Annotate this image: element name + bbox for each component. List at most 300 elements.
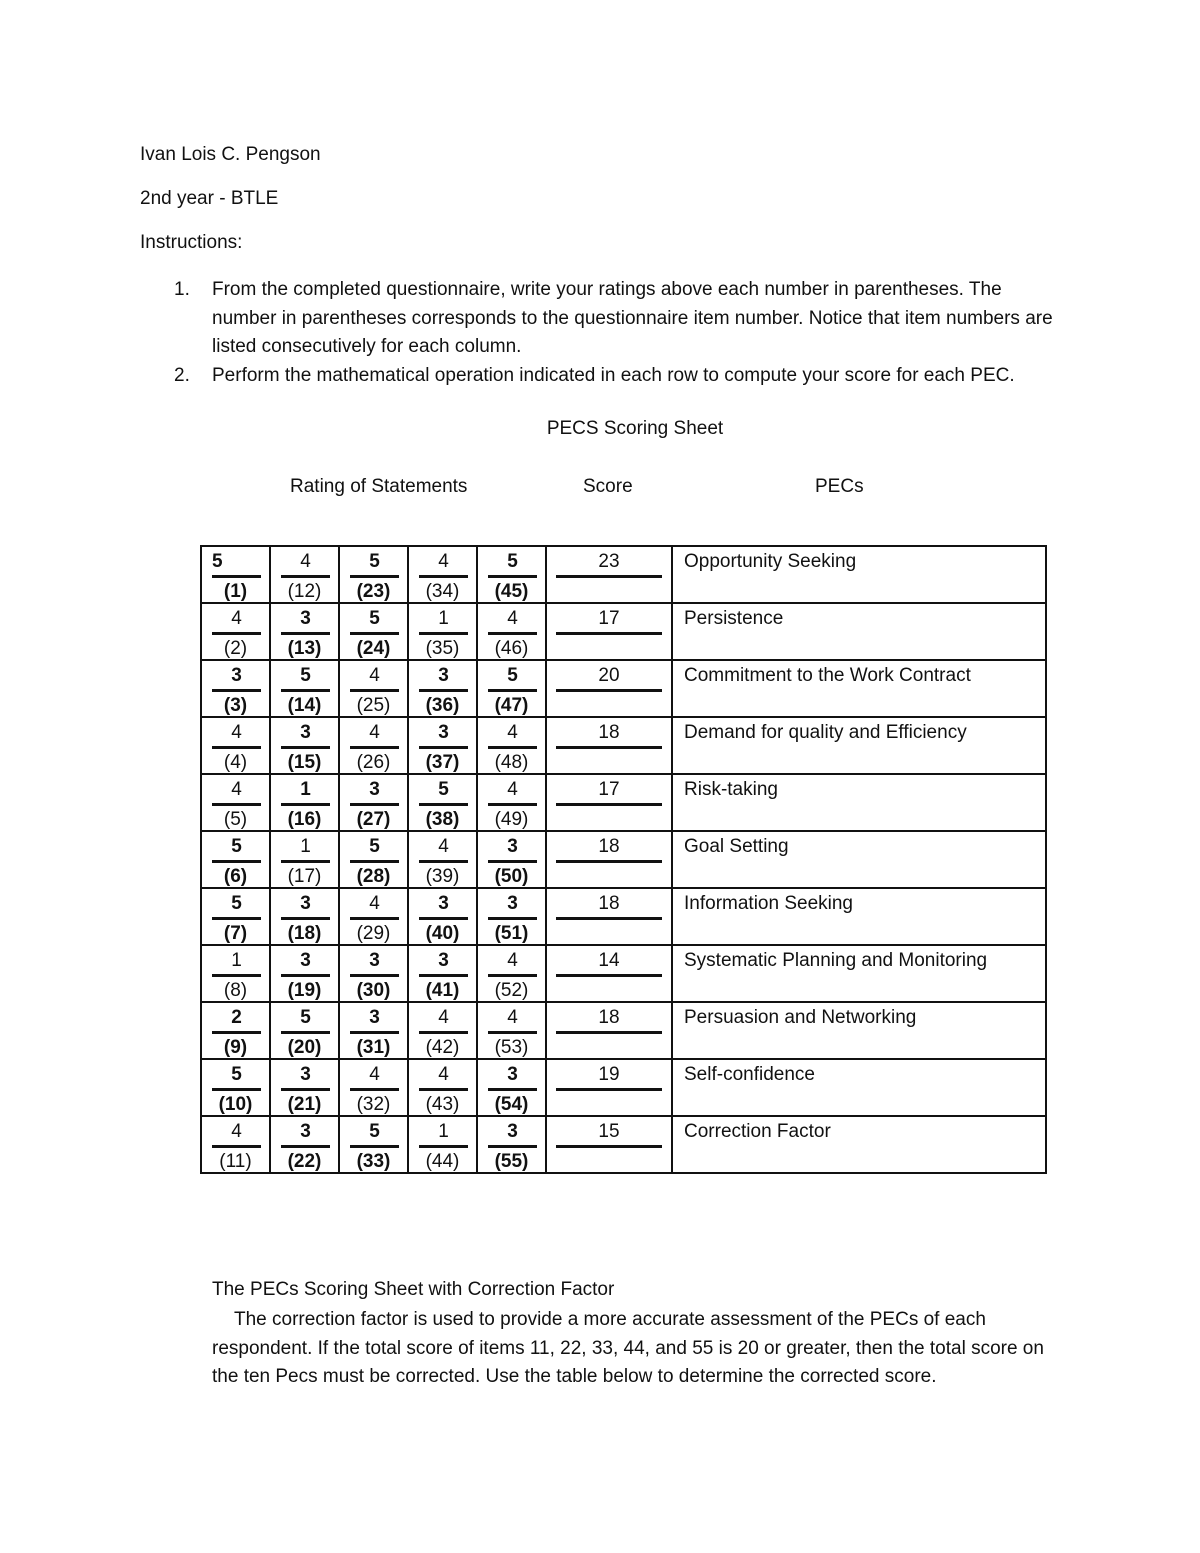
rating-cell [477, 888, 546, 945]
score-underline [556, 632, 662, 635]
sheet-title: PECS Scoring Sheet [546, 418, 724, 439]
rating-value: 4 [438, 836, 449, 857]
item-number: (39) [425, 866, 460, 887]
rating-cell [408, 945, 477, 1002]
pec-name: Persistence [684, 608, 784, 629]
rating-cell [201, 717, 270, 774]
item-number: (45) [494, 581, 529, 602]
rating-cell [201, 945, 270, 1002]
item-number: (10) [218, 1094, 253, 1115]
item-number: (44) [425, 1151, 460, 1172]
rating-cell [408, 603, 477, 660]
score-value: 17 [598, 608, 620, 629]
instruction-text: From the completed questionnaire, write your ratings above each number in parentheses. The number in parentheses corresponds to the questionnaire item number. Notice that item numbers are listed consecutively for each column. [212, 279, 1053, 357]
rating-cell [270, 1059, 339, 1116]
rating-value: 5 [369, 608, 380, 629]
item-number: (20) [287, 1037, 322, 1058]
instructions-label: Instructions: [140, 232, 243, 253]
rating-underline [350, 917, 399, 920]
score-value: 18 [598, 893, 620, 914]
rating-underline [281, 803, 330, 806]
pec-cell [672, 831, 1046, 888]
rating-value: 4 [231, 608, 242, 629]
score-row [201, 831, 1046, 888]
rating-value: 3 [438, 950, 449, 971]
item-number: (28) [356, 866, 391, 887]
rating-underline [212, 974, 261, 977]
item-number: (36) [425, 695, 460, 716]
rating-underline [350, 746, 399, 749]
rating-value: 1 [300, 779, 311, 800]
rating-cell [339, 603, 408, 660]
item-number: (21) [287, 1094, 322, 1115]
rating-underline [212, 917, 261, 920]
rating-cell [477, 1002, 546, 1059]
pec-name: Systematic Planning and Monitoring [684, 950, 988, 971]
correction-paragraph: The correction factor is used to provide a more accurate assessment of the PECs of each respondent. If the total score of items 11, 22, 33, 44, and 55 is 20 or greater, then the total score on the ten Pecs must be corrected. Use the table below to determine the corrected score. [212, 1309, 1044, 1387]
rating-value: 5 [231, 1064, 242, 1085]
rating-value: 3 [300, 608, 311, 629]
item-number: (34) [425, 581, 460, 602]
item-number: (19) [287, 980, 322, 1001]
rating-cell [339, 831, 408, 888]
rating-cell [339, 888, 408, 945]
score-row [201, 1002, 1046, 1059]
rating-underline [419, 1145, 468, 1148]
score-row [201, 1059, 1046, 1116]
rating-underline [350, 974, 399, 977]
item-number: (5) [223, 809, 248, 830]
item-number: (54) [494, 1094, 529, 1115]
rating-underline [419, 1031, 468, 1034]
rating-value: 5 [369, 551, 380, 572]
rating-cell [408, 1002, 477, 1059]
instructions-list [140, 276, 1070, 390]
rating-cell [339, 945, 408, 1002]
rating-underline [350, 1031, 399, 1034]
rating-cell [201, 888, 270, 945]
score-underline [556, 1088, 662, 1091]
item-number: (43) [425, 1094, 460, 1115]
rating-underline [212, 803, 261, 806]
item-number: (38) [425, 809, 460, 830]
rating-underline [350, 632, 399, 635]
score-row [201, 660, 1046, 717]
rating-cell [270, 717, 339, 774]
rating-cell [339, 717, 408, 774]
item-number: (25) [356, 695, 391, 716]
item-number: (51) [494, 923, 529, 944]
rating-underline [212, 1145, 261, 1148]
rating-cell [201, 831, 270, 888]
rating-value: 5 [300, 665, 311, 686]
item-number: (13) [287, 638, 322, 659]
score-cell [546, 1002, 672, 1059]
item-number: (15) [287, 752, 322, 773]
score-cell [546, 888, 672, 945]
rating-underline [488, 689, 537, 692]
instruction-item [140, 362, 1070, 391]
rating-underline [419, 917, 468, 920]
score-underline [556, 803, 662, 806]
score-value: 18 [598, 1007, 620, 1028]
rating-underline [350, 1088, 399, 1091]
rating-cell [270, 774, 339, 831]
rating-value: 3 [369, 1007, 380, 1028]
rating-cell [270, 888, 339, 945]
pec-cell [672, 774, 1046, 831]
pec-cell [672, 717, 1046, 774]
item-number: (12) [287, 581, 322, 602]
header-rating: Rating of Statements [290, 476, 468, 497]
item-number: (1) [223, 581, 248, 602]
rating-underline [488, 1145, 537, 1148]
item-number: (30) [356, 980, 391, 1001]
rating-underline [281, 575, 330, 578]
rating-value: 5 [369, 836, 380, 857]
student-year: 2nd year - BTLE [140, 188, 279, 209]
rating-value: 3 [300, 893, 311, 914]
rating-value: 4 [369, 893, 380, 914]
rating-cell [408, 1059, 477, 1116]
rating-underline [488, 1031, 537, 1034]
rating-cell [270, 546, 339, 603]
score-underline [556, 689, 662, 692]
rating-cell [477, 717, 546, 774]
item-number: (35) [425, 638, 460, 659]
rating-value: 4 [507, 608, 518, 629]
score-row [201, 603, 1046, 660]
score-cell [546, 660, 672, 717]
item-number: (37) [425, 752, 460, 773]
rating-cell [270, 945, 339, 1002]
rating-value: 4 [231, 1121, 242, 1142]
rating-value: 1 [231, 950, 242, 971]
rating-cell [201, 546, 270, 603]
score-value: 18 [598, 836, 620, 857]
rating-value: 4 [231, 722, 242, 743]
rating-value: 5 [507, 551, 518, 572]
rating-underline [419, 632, 468, 635]
rating-value: 3 [507, 1064, 518, 1085]
rating-cell [201, 660, 270, 717]
rating-underline [281, 632, 330, 635]
item-number: (50) [494, 866, 529, 887]
score-cell [546, 945, 672, 1002]
score-row [201, 945, 1046, 1002]
item-number: (24) [356, 638, 391, 659]
rating-cell [201, 1002, 270, 1059]
rating-cell [339, 1002, 408, 1059]
rating-underline [212, 689, 261, 692]
score-value: 20 [598, 665, 620, 686]
score-value: 23 [598, 551, 620, 572]
item-number: (48) [494, 752, 529, 773]
score-value: 15 [598, 1121, 620, 1142]
rating-underline [281, 689, 330, 692]
rating-value: 3 [438, 665, 449, 686]
rating-cell [201, 603, 270, 660]
item-number: (8) [223, 980, 248, 1001]
rating-cell [408, 660, 477, 717]
score-underline [556, 974, 662, 977]
rating-value: 5 [507, 665, 518, 686]
rating-cell [477, 660, 546, 717]
pec-cell [672, 660, 1046, 717]
pecs-scoring-table [200, 545, 1047, 1174]
item-number: (52) [494, 980, 529, 1001]
rating-cell [477, 945, 546, 1002]
rating-cell [408, 717, 477, 774]
student-name: Ivan Lois C. Pengson [140, 144, 321, 165]
item-number: (40) [425, 923, 460, 944]
item-number: (41) [425, 980, 460, 1001]
instruction-number: 1. [174, 279, 190, 300]
score-cell [546, 717, 672, 774]
rating-underline [488, 803, 537, 806]
score-underline [556, 1145, 662, 1148]
rating-value: 1 [300, 836, 311, 857]
rating-value: 1 [438, 1121, 449, 1142]
rating-cell [477, 1116, 546, 1173]
item-number: (22) [287, 1151, 322, 1172]
rating-cell [201, 1059, 270, 1116]
item-number: (9) [223, 1037, 248, 1058]
rating-value: 5 [231, 836, 242, 857]
rating-underline [281, 974, 330, 977]
item-number: (7) [223, 923, 248, 944]
rating-underline [281, 1031, 330, 1034]
item-number: (4) [223, 752, 248, 773]
rating-value: 4 [438, 1064, 449, 1085]
pec-name: Self-confidence [684, 1064, 815, 1085]
rating-cell [408, 1116, 477, 1173]
rating-underline [281, 746, 330, 749]
rating-underline [488, 860, 537, 863]
item-number: (53) [494, 1037, 529, 1058]
rating-value: 3 [300, 722, 311, 743]
item-number: (42) [425, 1037, 460, 1058]
pec-name: Commitment to the Work Contract [684, 665, 971, 686]
rating-value: 1 [438, 608, 449, 629]
pec-name: Opportunity Seeking [684, 551, 857, 572]
rating-cell [339, 546, 408, 603]
item-number: (3) [223, 695, 248, 716]
rating-value: 3 [507, 893, 518, 914]
rating-cell [477, 1059, 546, 1116]
rating-cell [477, 603, 546, 660]
rating-underline [488, 974, 537, 977]
item-number: (2) [223, 638, 248, 659]
rating-underline [419, 974, 468, 977]
item-number: (6) [223, 866, 248, 887]
rating-cell [477, 774, 546, 831]
rating-underline [350, 689, 399, 692]
item-number: (18) [287, 923, 322, 944]
rating-cell [201, 1116, 270, 1173]
rating-cell [408, 831, 477, 888]
item-number: (27) [356, 809, 391, 830]
rating-cell [270, 603, 339, 660]
pec-name: Risk-taking [684, 779, 778, 800]
item-number: (55) [494, 1151, 529, 1172]
rating-cell [270, 660, 339, 717]
item-number: (46) [494, 638, 529, 659]
rating-value: 3 [300, 1121, 311, 1142]
score-row [201, 1116, 1046, 1173]
rating-value: 5 [231, 893, 242, 914]
score-underline [556, 575, 662, 578]
rating-underline [419, 575, 468, 578]
pec-name: Information Seeking [684, 893, 853, 914]
rating-value: 3 [300, 950, 311, 971]
item-number: (31) [356, 1037, 391, 1058]
rating-value: 4 [507, 779, 518, 800]
rating-value: 4 [369, 665, 380, 686]
instruction-text: Perform the mathematical operation indicated in each row to compute your score for each PEC. [212, 364, 1015, 386]
header-pecs: PECs [815, 476, 864, 497]
rating-cell [339, 774, 408, 831]
pec-cell [672, 1116, 1046, 1173]
rating-underline [281, 917, 330, 920]
score-cell [546, 546, 672, 603]
item-number: (29) [356, 923, 391, 944]
rating-cell [339, 1059, 408, 1116]
rating-value: 5 [212, 551, 223, 572]
score-row [201, 774, 1046, 831]
rating-value: 4 [507, 1007, 518, 1028]
rating-value: 4 [438, 551, 449, 572]
rating-underline [419, 860, 468, 863]
score-cell [546, 1116, 672, 1173]
score-row [201, 888, 1046, 945]
score-value: 18 [598, 722, 620, 743]
rating-value: 3 [231, 665, 242, 686]
rating-value: 4 [300, 551, 311, 572]
pec-cell [672, 945, 1046, 1002]
item-number: (32) [356, 1094, 391, 1115]
rating-underline [419, 689, 468, 692]
rating-value: 4 [438, 1007, 449, 1028]
rating-cell [477, 546, 546, 603]
rating-underline [350, 860, 399, 863]
item-number: (17) [287, 866, 322, 887]
instruction-number: 2. [174, 364, 190, 386]
rating-value: 3 [369, 950, 380, 971]
rating-underline [212, 1031, 261, 1034]
rating-cell [339, 660, 408, 717]
score-row [201, 717, 1046, 774]
rating-cell [408, 888, 477, 945]
rating-value: 3 [438, 893, 449, 914]
rating-underline [281, 1088, 330, 1091]
item-number: (49) [494, 809, 529, 830]
rating-underline [212, 575, 261, 578]
rating-cell [477, 831, 546, 888]
score-value: 14 [598, 950, 620, 971]
score-cell [546, 774, 672, 831]
item-number: (14) [287, 695, 322, 716]
pec-name: Persuasion and Networking [684, 1007, 917, 1028]
score-underline [556, 860, 662, 863]
rating-value: 3 [438, 722, 449, 743]
rating-underline [488, 1088, 537, 1091]
rating-underline [281, 1145, 330, 1148]
rating-value: 4 [369, 1064, 380, 1085]
rating-underline [212, 632, 261, 635]
score-row [201, 546, 1046, 603]
score-cell [546, 1059, 672, 1116]
rating-value: 5 [369, 1121, 380, 1142]
score-cell [546, 603, 672, 660]
rating-underline [350, 803, 399, 806]
rating-value: 5 [300, 1007, 311, 1028]
rating-cell [270, 831, 339, 888]
pec-cell [672, 888, 1046, 945]
pec-name: Correction Factor [684, 1121, 831, 1142]
item-number: (11) [219, 1151, 252, 1172]
score-value: 17 [598, 779, 620, 800]
rating-underline [488, 746, 537, 749]
item-number: (47) [494, 695, 529, 716]
rating-underline [419, 746, 468, 749]
item-number: (26) [356, 752, 391, 773]
rating-underline [488, 917, 537, 920]
pec-cell [672, 546, 1046, 603]
rating-underline [419, 1088, 468, 1091]
score-value: 19 [598, 1064, 620, 1085]
pec-name: Goal Setting [684, 836, 789, 857]
rating-underline [212, 1088, 261, 1091]
item-number: (16) [287, 809, 322, 830]
rating-underline [419, 803, 468, 806]
pec-cell [672, 603, 1046, 660]
rating-cell [270, 1002, 339, 1059]
rating-cell [201, 774, 270, 831]
item-number: (33) [356, 1151, 391, 1172]
rating-value: 4 [231, 779, 242, 800]
header-score: Score [583, 476, 633, 497]
rating-underline [350, 575, 399, 578]
score-underline [556, 746, 662, 749]
rating-underline [281, 860, 330, 863]
correction-heading: The PECs Scoring Sheet with Correction Factor [212, 1279, 615, 1300]
rating-value: 4 [507, 950, 518, 971]
rating-cell [408, 546, 477, 603]
pec-name: Demand for quality and Efficiency [684, 722, 967, 743]
rating-underline [488, 632, 537, 635]
score-cell [546, 831, 672, 888]
rating-value: 4 [507, 722, 518, 743]
rating-value: 5 [438, 779, 449, 800]
rating-underline [212, 860, 261, 863]
rating-value: 3 [369, 779, 380, 800]
rating-value: 3 [507, 1121, 518, 1142]
rating-cell [339, 1116, 408, 1173]
rating-underline [488, 575, 537, 578]
rating-cell [270, 1116, 339, 1173]
instruction-item [140, 276, 1070, 362]
rating-value: 2 [231, 1007, 242, 1028]
pec-cell [672, 1002, 1046, 1059]
item-number: (23) [356, 581, 391, 602]
rating-value: 3 [300, 1064, 311, 1085]
rating-value: 3 [507, 836, 518, 857]
score-underline [556, 1031, 662, 1034]
rating-underline [212, 746, 261, 749]
rating-value: 4 [369, 722, 380, 743]
score-underline [556, 917, 662, 920]
